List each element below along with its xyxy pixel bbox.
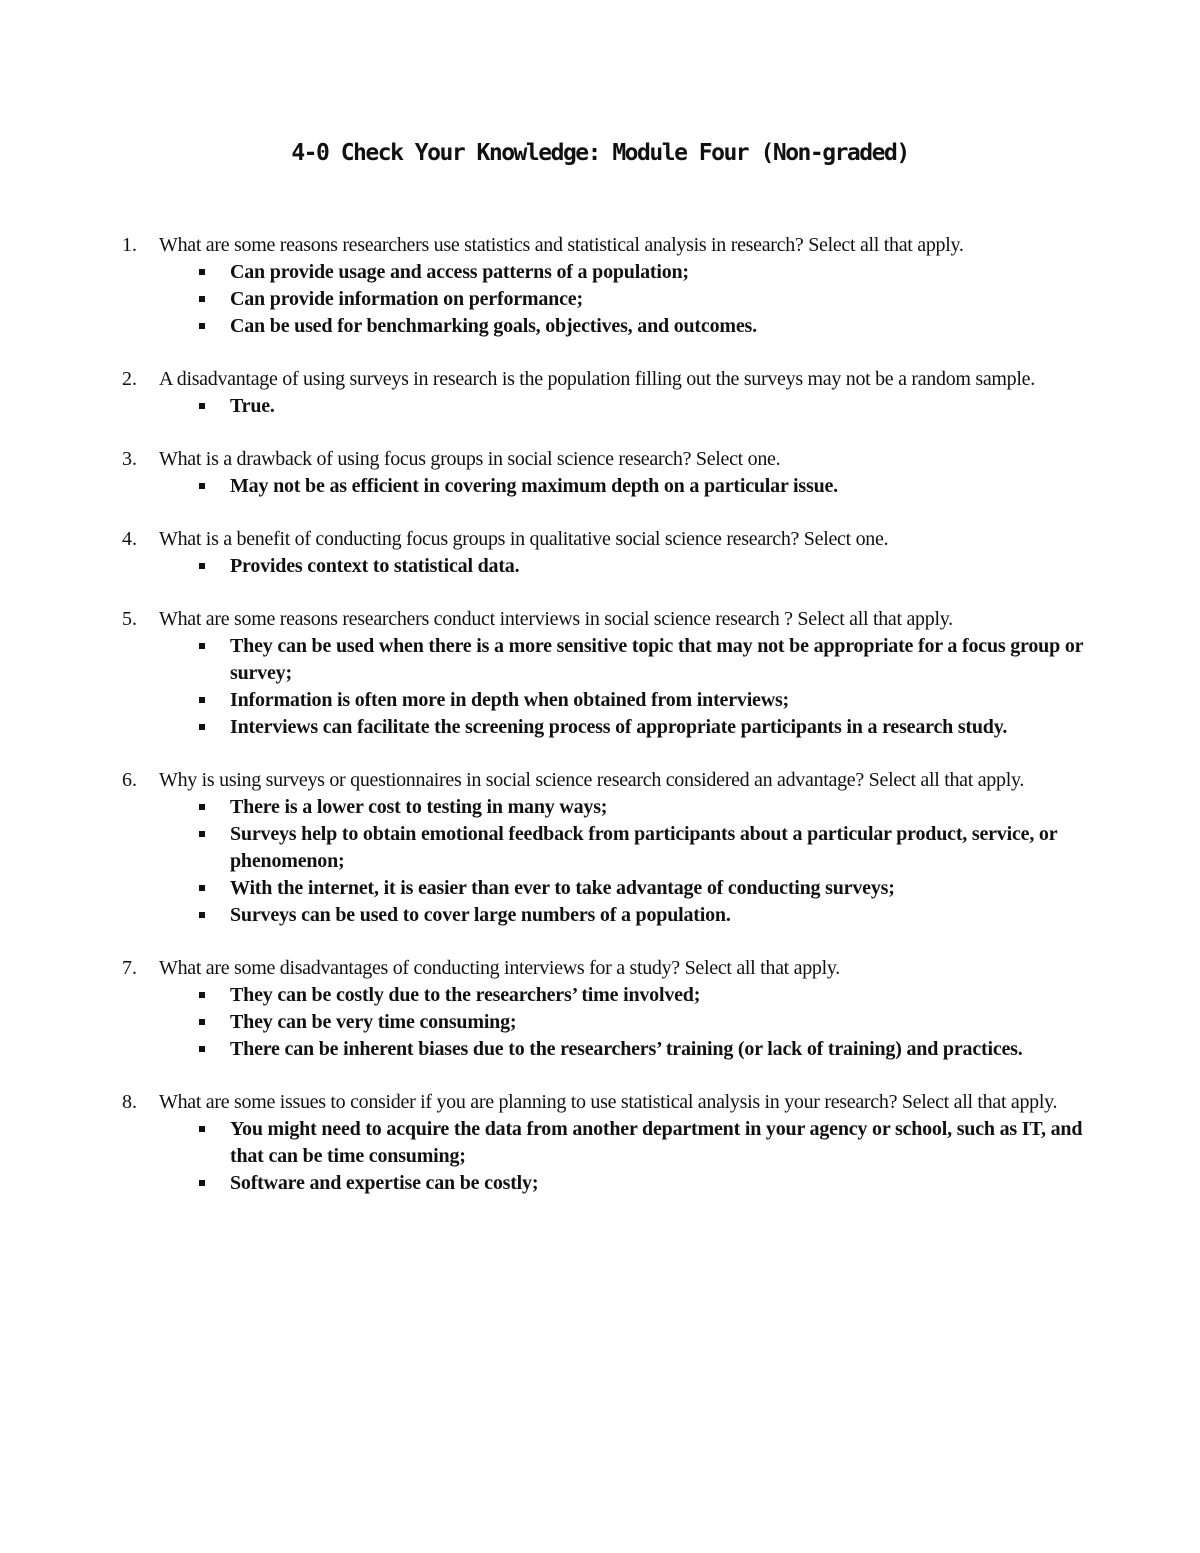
answer-item	[159, 794, 1120, 821]
answer-text: Surveys help to obtain emotional feedback from participants about a particular product, service, or phenomenon;	[230, 823, 1058, 872]
question-list	[0, 232, 1200, 1223]
answer-item	[159, 259, 1120, 286]
answer-item	[159, 687, 1120, 714]
question-item	[0, 767, 1200, 929]
answer-list	[159, 1116, 1120, 1197]
square-bullet-icon	[199, 296, 205, 302]
question-number: 1.	[122, 234, 137, 256]
question-text: What are some reasons researchers use statistics and statistical analysis in research? Select all that apply.	[159, 234, 964, 256]
answer-text: Interviews can facilitate the screening process of appropriate participants in a research study.	[230, 716, 1008, 738]
answer-text: Software and expertise can be costly;	[230, 1172, 539, 1194]
answer-item	[159, 286, 1120, 313]
answer-text: Can be used for benchmarking goals, objectives, and outcomes.	[230, 315, 757, 337]
answer-item	[159, 1116, 1120, 1170]
answer-text: You might need to acquire the data from another department in your agency or school, such as IT, and that can be time consuming;	[230, 1118, 1083, 1167]
question-item	[0, 955, 1200, 1063]
answer-text: Surveys can be used to cover large numbers of a population.	[230, 904, 731, 926]
question-number: 2.	[122, 368, 137, 390]
square-bullet-icon	[199, 403, 205, 409]
square-bullet-icon	[199, 1046, 205, 1052]
question-number: 7.	[122, 957, 137, 979]
question-text: What is a benefit of conducting focus groups in qualitative social science research? Select one.	[159, 528, 889, 550]
answer-item	[159, 633, 1120, 687]
answer-list	[159, 982, 1120, 1063]
square-bullet-icon	[199, 269, 205, 275]
square-bullet-icon	[199, 697, 205, 703]
square-bullet-icon	[199, 1180, 205, 1186]
answer-list	[159, 794, 1120, 929]
square-bullet-icon	[199, 724, 205, 730]
question-item	[0, 232, 1200, 340]
answer-item	[159, 821, 1120, 875]
question-text: Why is using surveys or questionnaires in social science research considered an advantage? Select all that apply.	[159, 769, 1025, 791]
square-bullet-icon	[199, 1126, 205, 1132]
answer-text: There can be inherent biases due to the researchers’ training (or lack of training) and practices.	[230, 1038, 1023, 1060]
answer-item	[159, 902, 1120, 929]
question-number: 8.	[122, 1091, 137, 1113]
question-item	[0, 446, 1200, 500]
question-number: 6.	[122, 769, 137, 791]
answer-item	[159, 473, 1120, 500]
answer-text: Provides context to statistical data.	[230, 555, 520, 577]
square-bullet-icon	[199, 643, 205, 649]
answer-text: There is a lower cost to testing in many ways;	[230, 796, 608, 818]
answer-text: May not be as efficient in covering maximum depth on a particular issue.	[230, 475, 838, 497]
question-item	[0, 606, 1200, 741]
answer-item	[159, 1009, 1120, 1036]
answer-item	[159, 393, 1120, 420]
question-number: 3.	[122, 448, 137, 470]
square-bullet-icon	[199, 912, 205, 918]
answer-list	[159, 393, 1120, 420]
square-bullet-icon	[199, 323, 205, 329]
answer-list	[159, 473, 1120, 500]
answer-text: They can be costly due to the researchers’ time involved;	[230, 984, 701, 1006]
page-title: 4-0 Check Your Knowledge: Module Four (Non-graded)	[291, 140, 909, 166]
answer-text: They can be used when there is a more sensitive topic that may not be appropriate for a focus group or survey;	[230, 635, 1083, 684]
answer-text: Can provide usage and access patterns of a population;	[230, 261, 689, 283]
answer-text: Can provide information on performance;	[230, 288, 583, 310]
square-bullet-icon	[199, 831, 205, 837]
square-bullet-icon	[199, 885, 205, 891]
square-bullet-icon	[199, 1019, 205, 1025]
question-text: What are some issues to consider if you are planning to use statistical analysis in your research? Select all that apply.	[159, 1091, 1058, 1113]
question-text: A disadvantage of using surveys in research is the population filling out the surveys may not be a random sample.	[159, 368, 1035, 390]
question-text: What are some reasons researchers conduct interviews in social science research ? Select all that apply.	[159, 608, 953, 630]
answer-item	[159, 982, 1120, 1009]
question-number: 4.	[122, 528, 137, 550]
answer-list	[159, 553, 1120, 580]
answer-text: They can be very time consuming;	[230, 1011, 517, 1033]
answer-list	[159, 259, 1120, 340]
question-number: 5.	[122, 608, 137, 630]
answer-text: Information is often more in depth when obtained from interviews;	[230, 689, 790, 711]
answer-item	[159, 875, 1120, 902]
answer-item	[159, 553, 1120, 580]
question-item	[0, 526, 1200, 580]
square-bullet-icon	[199, 483, 205, 489]
answer-item	[159, 714, 1120, 741]
answer-item	[159, 313, 1120, 340]
question-item	[0, 366, 1200, 420]
answer-text: With the internet, it is easier than ever to take advantage of conducting surveys;	[230, 877, 895, 899]
square-bullet-icon	[199, 992, 205, 998]
answer-item	[159, 1170, 1120, 1197]
square-bullet-icon	[199, 804, 205, 810]
square-bullet-icon	[199, 563, 205, 569]
question-item	[0, 1089, 1200, 1197]
answer-item	[159, 1036, 1120, 1063]
question-text: What are some disadvantages of conducting interviews for a study? Select all that apply.	[159, 957, 840, 979]
answer-text: True.	[230, 395, 275, 417]
answer-list	[159, 633, 1120, 741]
question-text: What is a drawback of using focus groups in social science research? Select one.	[159, 448, 781, 470]
